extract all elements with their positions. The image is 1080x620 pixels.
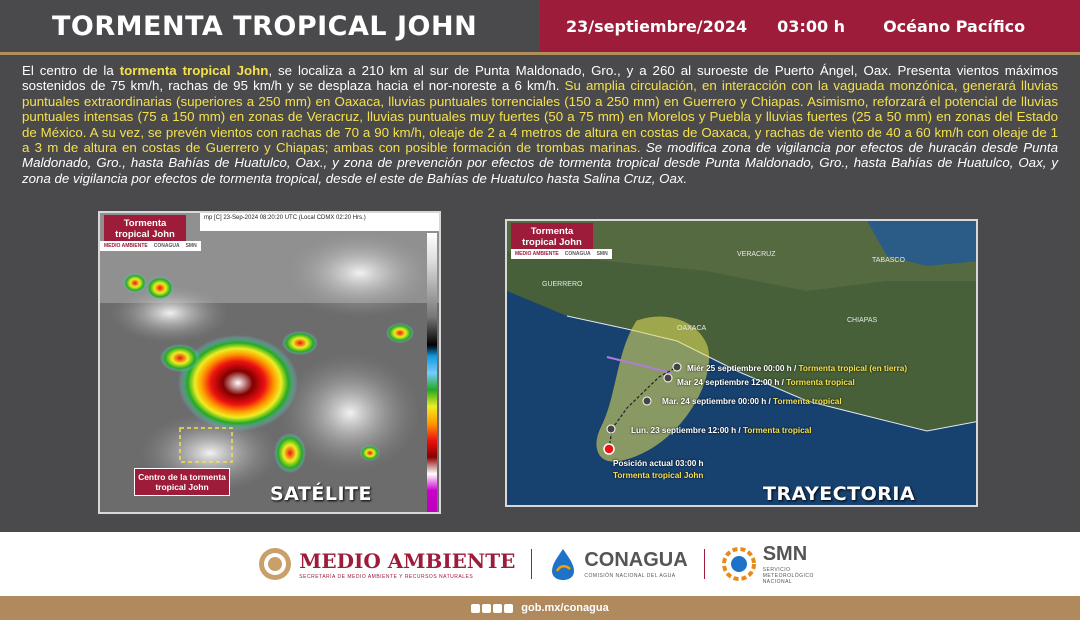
forecast-point-2 [677,378,855,387]
satellite-timestamp: mp [C] 23-Sep-2024 08:20:20 UTC (Local CDMX 02:20 Hrs.) [200,213,439,231]
smn-logo [721,543,823,585]
satellite-tag: Tormenta tropical John [104,215,186,243]
bulletin-date: 23/septiembre/2024 [566,16,748,36]
smn-mini-logo: SMN [596,251,608,257]
forecast-time-4: Lun. 23 septiembre 12:00 h / [631,426,743,435]
trajectory-label: TRAYECTORIA [763,483,916,505]
storm-center-label: Centro de la tormenta tropical John [134,468,230,496]
desc-part-1: El centro de la [22,63,120,78]
trajectory-tag: Tormenta tropical John [511,223,593,251]
region-veracruz: VERACRUZ [737,251,776,258]
facebook-icon[interactable] [471,604,480,613]
mexico-seal-icon [257,546,293,582]
instagram-icon[interactable] [493,604,502,613]
satellite-panel [98,211,441,514]
forecast-time-2: Mar 24 septiembre 12:00 h / [677,378,787,387]
x-icon[interactable] [482,604,491,613]
satellite-label: SATÉLITE [270,483,372,505]
desc-part-4: Se modifica zona de vigilancia por efectos de huracán desde Punta Maldonado, Gro., hasta Bahías de Huatulco, Oax., y zona de prevención por efectos de tormenta tropical desde Punta Maldonado, Gro., hasta Bahías de Huatulco, Oax, y zona de vigilancia por efectos de tormenta tropical, desde el este de Bahías de Huatulco hasta Salina Cruz, Oax. [22,140,1058,186]
forecast-point-4 [631,426,811,435]
medio-ambiente-mini-logo: MEDIO AMBIENTE [515,251,559,257]
smn-sun-icon [721,546,757,582]
medio-ambiente-name: MEDIO AMBIENTE [299,548,516,573]
conagua-mini-logo: CONAGUA [564,251,591,257]
smn-mini-logo: SMN [185,243,197,249]
region-guerrero: GUERRERO [542,281,583,288]
header-title-area [0,0,540,52]
footer-separator [531,549,532,579]
desc-part-3: Su amplia circulación, en interacción con la vaguada monzónica, generará lluvias puntuales extraordinarias (superiores a 250 mm) en Oaxaca, lluvias puntuales torrenciales (150 a 250 mm) en Guerrero y Chiapas. Asimismo, reforzará el potencial de lluvias puntuales intensas (75 a 150 mm) en zonas de Veracruz, lluvias puntuales muy fuertes (50 a 75 mm) en Morelos y Puebla y lluvias fuertes (25 a 50 mm) en zonas del Estado de México. A su vez, se prevén vientos con rachas de 70 a 90 km/h, oleaje de 2 a 4 metros de altura en costas de Oaxaca, y rachas de viento de 40 a 60 km/h con oleaje de 1 a 3 m de altura en costas de Guerrero y Chiapas; ambas con posible formación de trombas marinas. [22,78,1058,156]
trajectory-panel [505,219,978,507]
conagua-name: CONAGUA [584,549,688,571]
forecast-time-1: Miér 25 septiembre 00:00 h / [687,364,799,373]
header-bar [0,0,1080,52]
conagua-mini-logo: CONAGUA [153,243,180,249]
medio-ambiente-mini-logo: MEDIO AMBIENTE [104,243,148,249]
forecast-point-3 [662,397,842,406]
conagua-subtitle: COMISIÓN NACIONAL DEL AGUA [584,573,676,579]
medio-ambiente-subtitle: SECRETARÍA DE MEDIO AMBIENTE Y RECURSOS NATURALES [299,573,474,580]
region-chiapas: CHIAPAS [847,317,878,324]
forecast-type-4: Tormenta tropical [742,426,812,435]
footer-separator [704,549,705,579]
satellite-logos [100,241,201,251]
desc-part-2: , se localiza a 210 km al sur de Punta Maldonado, Gro., y a 260 al suroeste de Puerto Ángel, Oax. Presenta vientos máximos sostenidos de 75 km/h, rachas de 95 km/h y se desplaza hacia el nor-noreste a 6 km/h. [22,63,1058,94]
ocean-name: Océano Pacífico [883,16,1026,36]
bulletin-time: 03:00 h [777,16,846,36]
region-oaxaca: OAXACA [677,325,707,332]
forecast-type-2: Tormenta tropical [786,378,855,387]
social-icons [471,602,515,614]
youtube-icon[interactable] [504,604,513,613]
footer-url[interactable]: gob.mx/conagua [521,602,609,614]
footer-logos [0,532,1080,596]
temperature-colorbar [427,233,437,513]
medio-ambiente-logo [257,546,515,582]
region-tabasco: TABASCO [872,257,905,264]
trajectory-logos [511,249,612,259]
footer-bar [0,596,1080,620]
current-position-name: Tormenta tropical John [613,471,704,480]
forecast-time-3: Mar. 24 septiembre 00:00 h / [662,397,774,406]
forecast-type-1: Tormenta tropical (en tierra) [798,364,908,373]
smn-subtitle: SERVICIO METEOROLÓGICO NACIONAL [762,567,814,585]
forecast-point-1 [687,364,907,373]
header-divider [0,52,1080,55]
conagua-drop-icon [548,547,578,581]
bulletin-description [22,63,1058,186]
smn-name: SMN [762,543,808,565]
forecast-type-3: Tormenta tropical [773,397,842,406]
conagua-logo [548,547,687,581]
header-info-area [540,0,1080,52]
page-title: TORMENTA TROPICAL JOHN [52,10,478,42]
current-position-time: Posición actual 03:00 h [613,459,704,468]
desc-storm-name: tormenta tropical John [119,63,269,78]
